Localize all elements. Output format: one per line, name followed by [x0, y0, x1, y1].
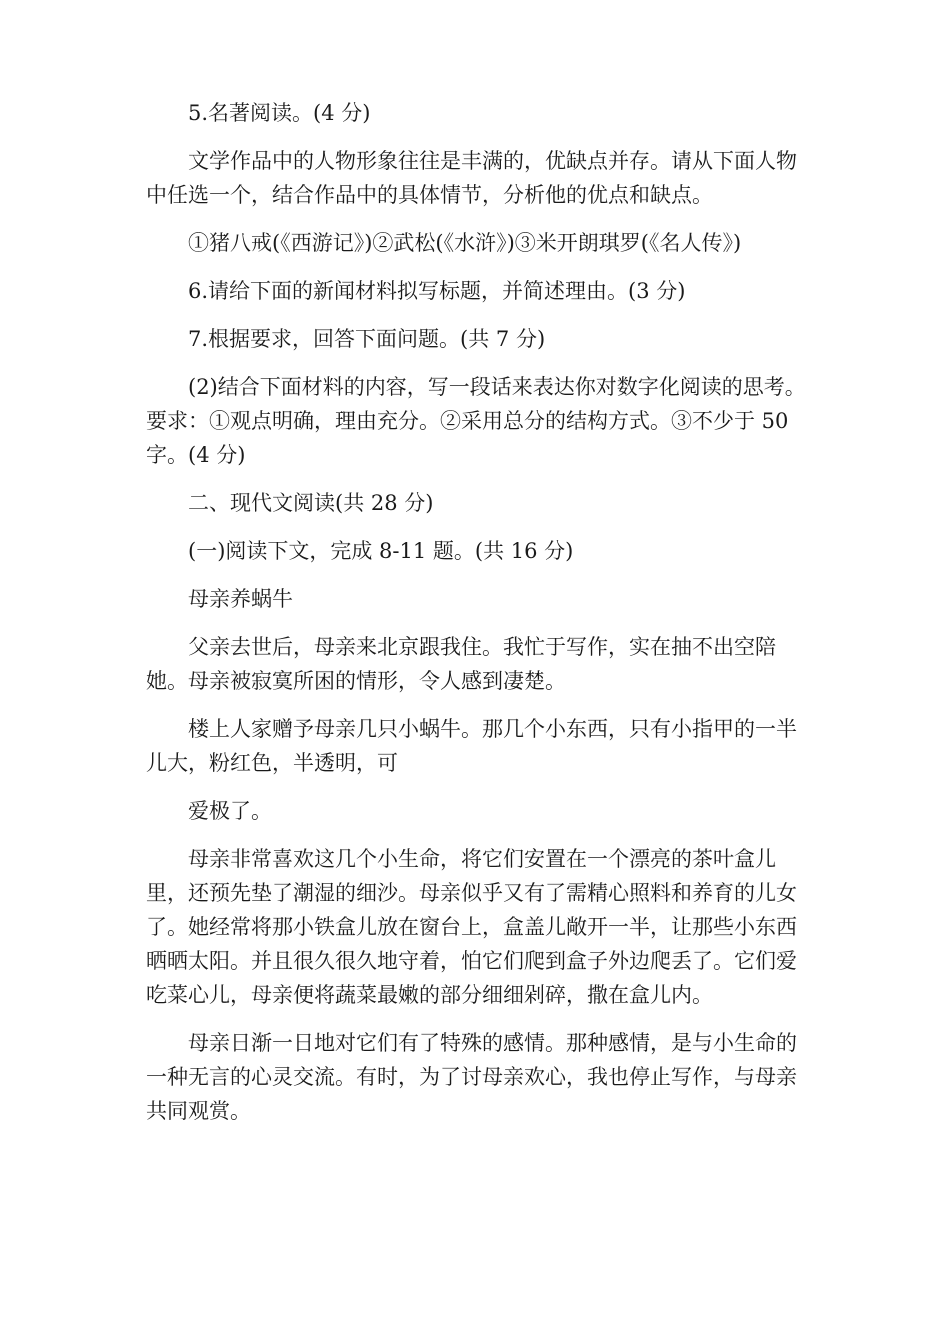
article-paragraph-2-continued: 爱极了。	[188, 799, 272, 823]
article-paragraph-1: 父亲去世后，母亲来北京跟我住。我忙于写作，实在抽不出空陪她。母亲被寂寞所困的情形，令人感到凄楚。	[146, 635, 776, 693]
question-6-title: 6.请给下面的新闻材料拟写标题，并简述理由。(3 分)	[188, 279, 686, 303]
article-paragraph-3: 母亲非常喜欢这几个小生命，将它们安置在一个漂亮的茶叶盒儿里，还预先垫了潮湿的细沙。母亲似乎又有了需精心照料和养育的儿女了。她经常将那小铁盒儿放在窗台上，盒盖儿敞开一半，让那些小东西晒晒太阳。并且很久很久地守着，怕它们爬到盒子外边爬丢了。它们爱吃菜心儿，母亲便将蔬菜最嫩的部分细细剁碎，撒在盒儿内。	[146, 847, 797, 1007]
section-2-heading: 二、现代文阅读(共 28 分)	[188, 491, 434, 515]
document-page	[146, 96, 810, 1128]
question-7-title: 7.根据要求，回答下面问题。(共 7 分)	[188, 327, 546, 351]
article-paragraph-2: 楼上人家赠予母亲几只小蜗牛。那几个小东西，只有小指甲的一半儿大，粉红色，半透明，可	[146, 717, 797, 775]
question-5-options: ①猪八戒(《西游记》)②武松(《水浒》)③米开朗琪罗(《名人传》)	[188, 231, 742, 255]
reading-1-instruction: (一)阅读下文，完成 8-11 题。(共 16 分)	[188, 539, 574, 563]
question-7-part-2: (2)结合下面材料的内容，写一段话来表达你对数字化阅读的思考。要求：①观点明确，理由充分。②采用总分的结构方式。③不少于 50 字。(4 分)	[146, 375, 806, 467]
question-5-prompt: 文学作品中的人物形象往往是丰满的，优缺点并存。请从下面人物中任选一个，结合作品中的具体情节，分析他的优点和缺点。	[146, 149, 797, 207]
question-5-title: 5.名著阅读。(4 分)	[188, 101, 371, 125]
article-paragraph-4: 母亲日渐一日地对它们有了特殊的感情。那种感情，是与小生命的一种无言的心灵交流。有时，为了讨母亲欢心，我也停止写作，与母亲共同观赏。	[146, 1031, 797, 1123]
article-title: 母亲养蜗牛	[188, 587, 293, 611]
